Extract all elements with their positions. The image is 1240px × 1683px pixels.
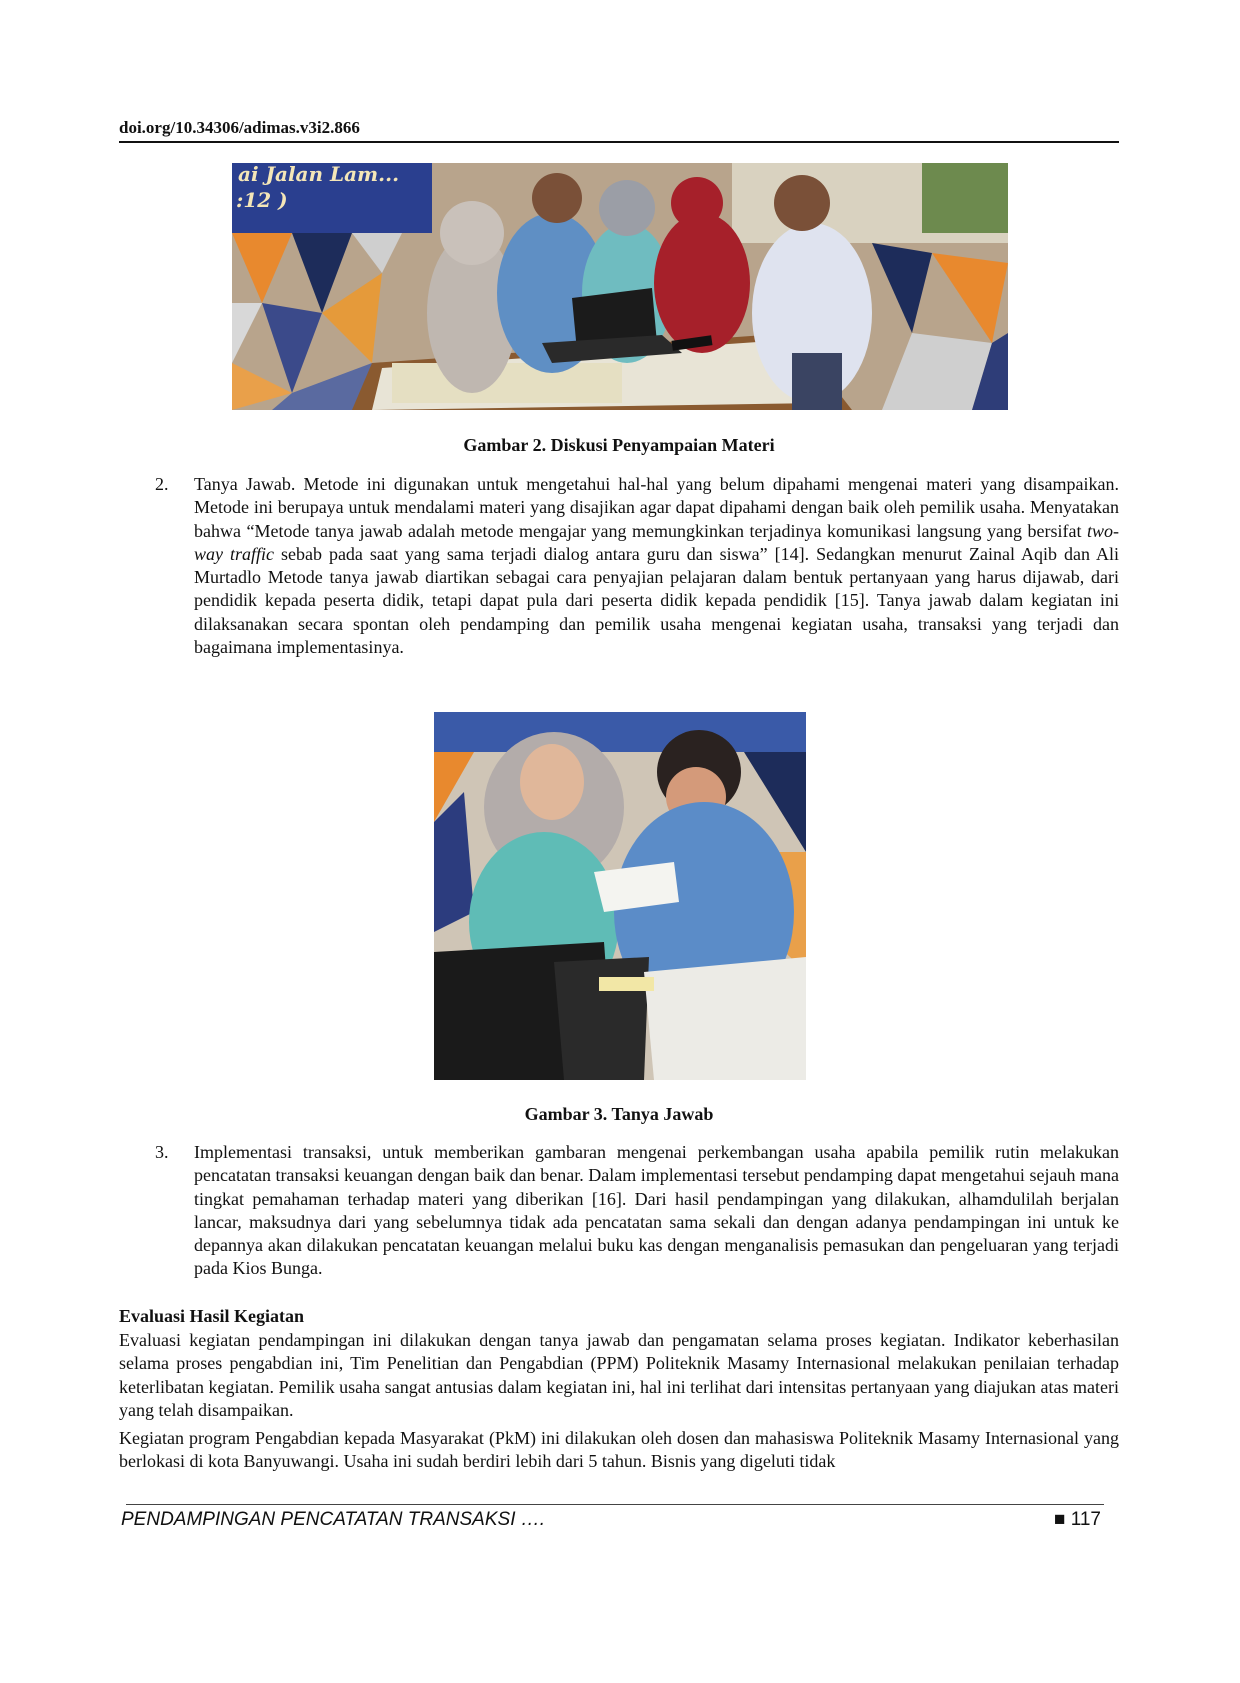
italic-term: two-way traffic (194, 520, 1119, 564)
list-item-text: Implementasi transaksi, untuk memberikan gambaran mengenai perkembangan usaha apabila pemilik rutin melakukan pencatatan transaksi keuangan dengan baik dan benar. Dalam implementasi tersebut pendamping dapat mengetahui sejauh mana tingkat pemahaman terhadap materi yang diberikan [16]. Dari hasil pendampingan yang dilakukan, alhamdulilah berjalan lancar, maksudnya dari yang sebelumnya tidak ada pencatatan sama sekali dan dengan adanya pendampingan ini untuk ke depannya akan dilakukan pencatatan keuangan melalui buku kas dengan menganalisis pemasukan dan pengeluaran yang terjadi pada Kios Bunga. (194, 1142, 1119, 1279)
list-number: 3. (155, 1142, 169, 1162)
text-part: Tanya Jawab. Metode ini digunakan untuk mengetahui hal-hal yang belum dipahami mengenai materi yang disampaikan. Metode ini berupaya untuk mendalami materi yang disajikan agar dapat dipahami dengan baik oleh pemilik usaha. Menyatakan bahwa “Metode tanya jawab adalah metode mengajar yang memungkinkan terjadinya komunikasi langsung yang bersifat (194, 474, 1119, 541)
figure-3-caption: Gambar 3. Tanya Jawab (524, 1104, 714, 1124)
list-item-text (194, 473, 1119, 659)
header-rule (119, 141, 1119, 143)
banner-text: ai Jalan Lam... (238, 163, 400, 186)
doi-link[interactable]: doi.org/10.34306/adimas.v3i2.866 (119, 118, 360, 137)
section-paragraph: Evaluasi kegiatan pendampingan ini dilakukan dengan tanya jawab dan pengamatan selama proses kegiatan. Indikator keberhasilan selama proses pengabdian ini, Tim Penelitian dan Pengabdian (PPM) Politeknik Masamy Internasional melakukan penilaian terhadap keterlibatan kegiatan. Pemilik usaha sangat antusias dalam kegiatan ini, hal ini terlihat dari intensitas pertanyaan yang diajukan atas materi yang telah disampaikan. (119, 1330, 1119, 1420)
list-item-2 (155, 473, 1119, 659)
page-footer (121, 1509, 1101, 1535)
page-number: ■ 117 (1053, 1509, 1101, 1530)
running-title: PENDAMPINGAN PENCATATAN TRANSAKSI …. (121, 1509, 546, 1530)
list-item-3 (155, 1141, 1119, 1281)
banner-ref: :12 ) (236, 188, 288, 212)
figure-2-caption: Gambar 2. Diskusi Penyampaian Materi (463, 435, 775, 455)
list-number: 2. (155, 474, 169, 494)
figure-3-photo (434, 712, 806, 1080)
figure-2-photo (232, 163, 1008, 410)
footer-rule (126, 1504, 1104, 1505)
section-paragraph: Kegiatan program Pengabdian kepada Masyarakat (PkM) ini dilakukan oleh dosen dan mahasiswa Politeknik Masamy Internasional yang berlokasi di kota Banyuwangi. Usaha ini sudah berdiri lebih dari 5 tahun. Bisnis yang digeluti tidak (119, 1428, 1119, 1472)
section-heading: Evaluasi Hasil Kegiatan (119, 1306, 305, 1326)
text-part: sebab pada saat yang sama terjadi dialog antara guru dan siswa” [14]. Sedangkan menurut Zainal Aqib dan Ali Murtadlo Metode tanya jawab diartikan sebagai cara penyajian pelajaran dalam bentuk pertanyaan yang harus dijawab, dari pendidik kepada peserta didik, tetapi dapat pula dari peserta didik kepada pendidik [15]. Tanya jawab dalam kegiatan ini dilaksanakan secara spontan oleh pendamping dan pemilik usaha mengenai kegiatan usaha, transaksi yang terjadi dan bagaimana implementasinya. (194, 543, 1119, 658)
